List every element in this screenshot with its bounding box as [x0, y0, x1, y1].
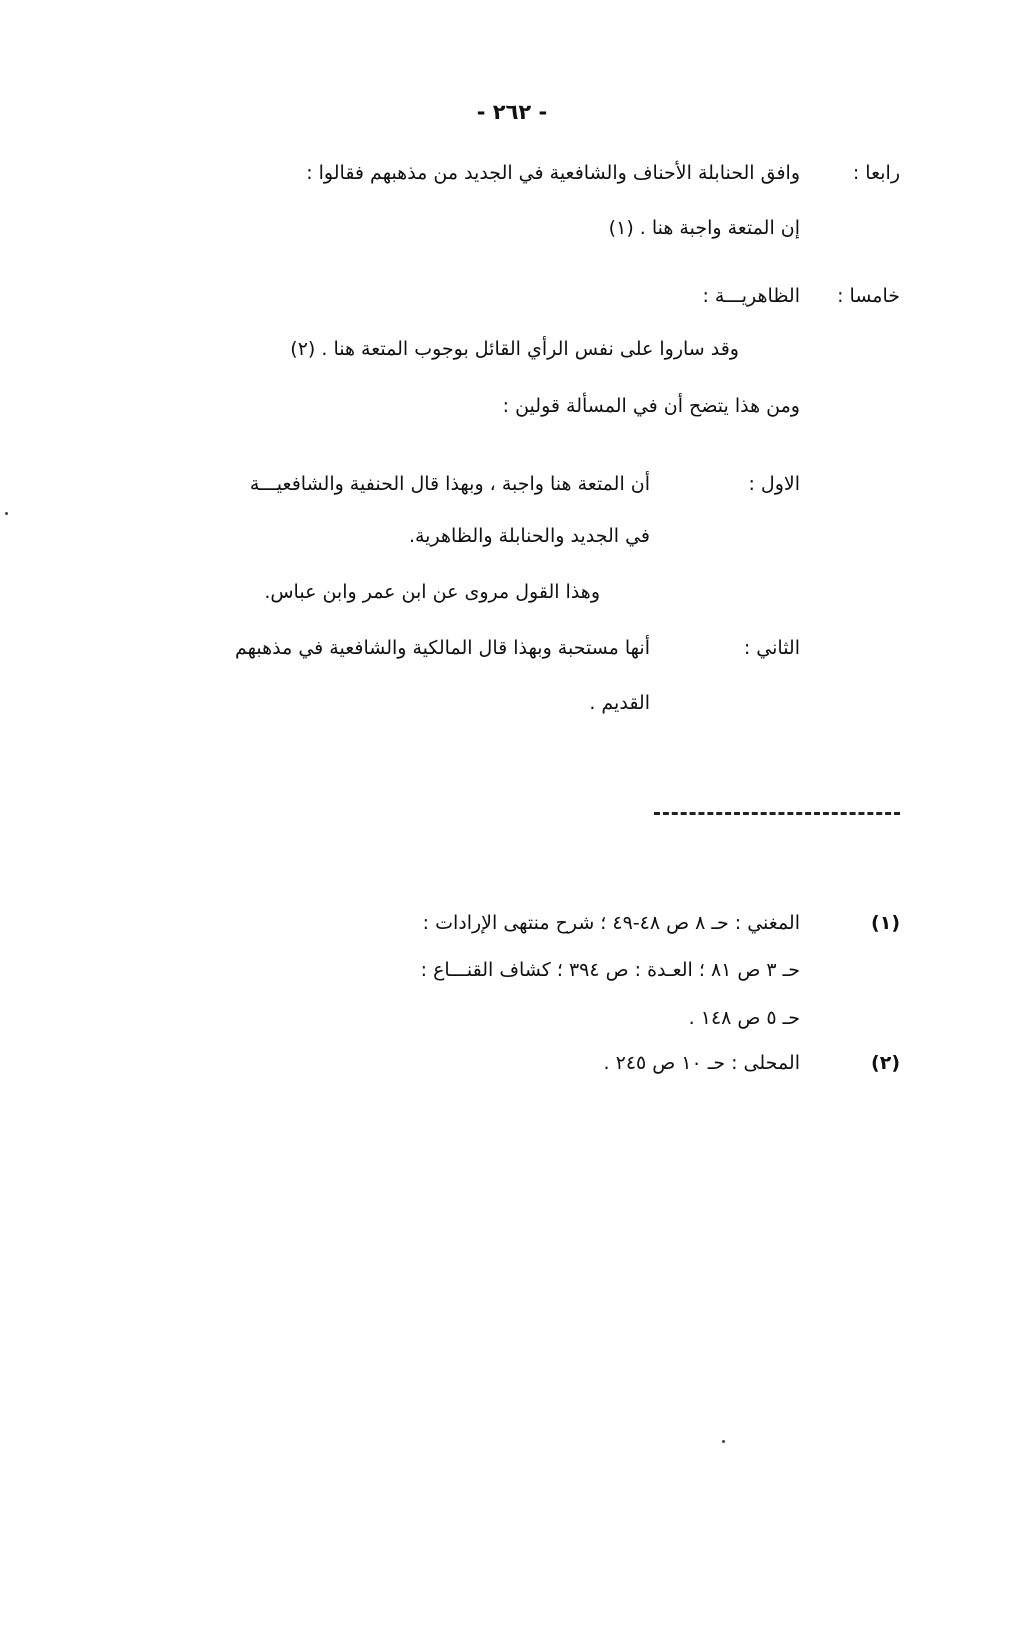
footnote-1-line3: حـ ٥ ص ١٤٨ . [688, 1007, 800, 1029]
opinion-first-line1: أن المتعة هنا واجبة ، وبهذا قال الحنفية والشافعيـــة [249, 473, 650, 495]
item-khamisan-heading: الظاهريـــة : [702, 285, 800, 307]
page-number: - ٢٦٢ - [476, 100, 548, 124]
scan-speck [5, 512, 8, 515]
item-rabian-line2: إن المتعة واجبة هنا . (١) [608, 217, 800, 239]
conclusion-line: ومن هذا يتضح أن في المسألة قولين : [502, 395, 800, 417]
opinion-label-first: الاول : [748, 473, 800, 495]
item-rabian-line1: وافق الحنابلة الأحناف والشافعية في الجديد من مذهبهم فقالوا : [306, 162, 800, 184]
scan-speck [722, 1440, 725, 1443]
footnote-1-line2: حـ ٣ ص ٨١ ؛ العـدة : ص ٣٩٤ ؛ كشاف القنـــاع : [420, 959, 800, 981]
footnote-marker-1: (١) [871, 912, 900, 934]
opinion-second-line1: أنها مستحبة وبهذا قال المالكية والشافعية في مذهبهم [234, 637, 650, 659]
opinion-second-line2: القديم . [589, 692, 650, 714]
footnote-separator [654, 812, 900, 815]
opinion-first-line2: في الجديد والحنابلة والظاهرية. [408, 525, 650, 547]
opinion-first-line3: وهذا القول مروى عن ابن عمر وابن عباس. [264, 581, 600, 603]
opinion-label-second: الثاني : [743, 637, 800, 659]
item-label-rabian: رابعا : [852, 162, 900, 184]
item-khamisan-line1: وقد ساروا على نفس الرأي القائل بوجوب المتعة هنا . (٢) [290, 338, 739, 360]
footnote-marker-2: (٢) [871, 1052, 900, 1074]
footnote-2-line1: المحلى : حـ ١٠ ص ٢٤٥ . [603, 1052, 800, 1074]
item-label-khamisan: خامسا : [837, 285, 900, 307]
footnote-1-line1: المغني : حـ ٨ ص ٤٨-٤٩ ؛ شرح منتهى الإرادات : [422, 912, 800, 934]
